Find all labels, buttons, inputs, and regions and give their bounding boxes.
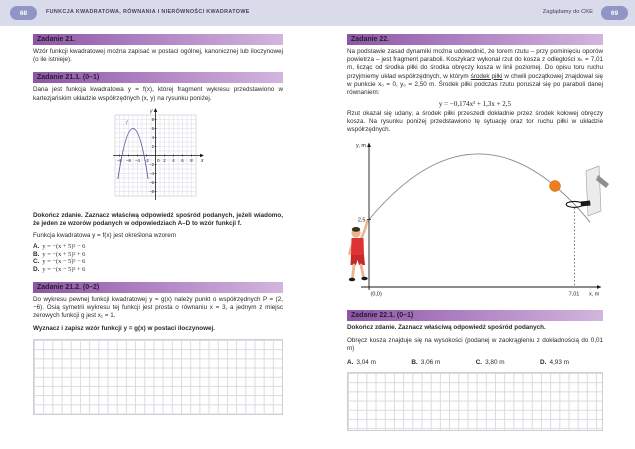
option-value: 3,04 m bbox=[356, 359, 376, 367]
left-page-number-badge bbox=[10, 6, 37, 20]
right-page-number-badge bbox=[601, 6, 628, 20]
section-label: Zaglądamy do CKE bbox=[542, 9, 593, 15]
x-tick-label: 4 bbox=[172, 157, 175, 163]
answer-option-c[interactable] bbox=[476, 359, 505, 366]
answer-option-b[interactable] bbox=[33, 251, 283, 259]
x-tick-label: −2 bbox=[144, 157, 149, 163]
option-formula: y = −(x + 5)² − 6 bbox=[42, 243, 86, 251]
answer-option-c[interactable] bbox=[33, 258, 283, 266]
task-21-1-instruction: Dokończ zdanie. Zaznacz właściwą odpowiedź spośród podanych, jeżeli wiadomo, że jeden ze wzorów podanych w odpowiedziach A–D to wzór funkcji f. bbox=[33, 211, 283, 227]
y-tick-label: 4 bbox=[151, 134, 154, 140]
option-letter: D. bbox=[33, 265, 40, 273]
task-22-intro-part1: Na podstawie zasad dynamiki można udowodnić, że torem rzutu – przy pominięciu oporów powietrza – jest fragment paraboli. Koszykarz wykonał rzut do kosza z odległości xₖ = 7,01 m, licząc od środka piłki do środka obręczy kosza w linii poziomej. Do opisu toru ruchu przyjmiemy układ współrzędnych, w którym bbox=[347, 48, 603, 80]
backboard bbox=[586, 166, 601, 216]
option-letter: C. bbox=[475, 359, 483, 367]
basketball-player bbox=[349, 220, 368, 281]
answer-writing-grid[interactable] bbox=[347, 372, 603, 431]
x-tick-label: 8 bbox=[190, 157, 193, 163]
trajectory-figure-container bbox=[347, 137, 603, 306]
task-21-1-stem: Funkcja kwadratowa y = f(x) jest określona wzorem bbox=[33, 232, 176, 240]
curve-label: f bbox=[126, 120, 128, 127]
x-tick-label: −6 bbox=[126, 157, 131, 163]
page-header bbox=[0, 0, 635, 26]
option-letter: A. bbox=[33, 243, 40, 251]
right-page bbox=[347, 34, 603, 431]
task-22-1-stem: Obręcz kosza znajduje się na wysokości (podanej w zaokrągleniu z dokładnością do 0,01 m) bbox=[347, 336, 603, 352]
function-graph-container bbox=[33, 106, 283, 210]
option-formula: y = −(x − 5)² + 6 bbox=[42, 265, 86, 273]
y-axis-label: y, m bbox=[356, 142, 366, 149]
task-21-2-banner: Zadanie 21.2. (0–2) bbox=[33, 282, 283, 293]
option-letter: A. bbox=[347, 359, 354, 367]
answer-writing-grid[interactable] bbox=[33, 339, 283, 415]
y-tick-label: −8 bbox=[149, 188, 154, 194]
x-tick-label: 2 bbox=[163, 157, 166, 163]
task-22-outro: Rzut okazał się udany, a środek piłki przeszedł dokładnie przez środek kołowej obręczy kosza. Na rysunku poniżej przedstawiono tę sytuację oraz tor ruchu piłki w układzie współrzędnych. bbox=[347, 110, 603, 134]
option-letter: C. bbox=[33, 258, 40, 266]
task-22-banner: Zadanie 22. bbox=[347, 34, 603, 45]
option-letter: B. bbox=[33, 250, 40, 258]
answer-option-a[interactable] bbox=[33, 243, 283, 251]
y-tick-label: −2 bbox=[149, 161, 154, 167]
chapter-title: FUNKCJA KWADRATOWA, RÓWNANIA I NIERÓWNOŚCI KWADRATOWE bbox=[46, 9, 250, 15]
x-tick-label: 6 bbox=[181, 157, 184, 163]
x-tick-label: 0 bbox=[157, 157, 160, 163]
task-22-1-options bbox=[347, 359, 569, 366]
option-letter: D. bbox=[540, 359, 547, 367]
x-tick-label: −4 bbox=[135, 157, 140, 163]
y-tick-label: −4 bbox=[149, 170, 154, 176]
answer-option-d[interactable] bbox=[33, 266, 283, 274]
trajectory-equation: y = −0,174x² + 1,3x + 2,5 bbox=[438, 100, 512, 109]
y-tick-label: −6 bbox=[149, 179, 154, 185]
start-height-label: 2,5 bbox=[357, 217, 366, 224]
function-graph bbox=[108, 106, 208, 210]
basketball bbox=[550, 180, 561, 191]
x-tick-label: −8 bbox=[117, 157, 122, 163]
task-21-1-options bbox=[33, 243, 283, 273]
answer-option-a[interactable] bbox=[347, 359, 376, 366]
option-value: 3,06 m bbox=[420, 359, 441, 367]
task-22-intro-underlined: środek piłki bbox=[470, 72, 503, 80]
task-22-intro bbox=[347, 48, 603, 97]
x-axis-arrow bbox=[200, 153, 204, 157]
task-21-2-intro: Do wykresu pewnej funkcji kwadratowej y = g(x) należy punkt o współrzędnych P = (2, −6). Osią symetrii wykresu tej funkcji jest prosta o równaniu x = 3, a jednym z miejsc zerowych funkcji g jest x₁ = 1. bbox=[33, 295, 283, 319]
option-value: 4,93 m bbox=[549, 359, 569, 367]
task-22-intro-part2: w chwili początkowej znajdował się w punkcie x₀ = 0, y₀ = 2,50 m. Środek piłki podczas rzutu poruszał się po paraboli danej równaniem: bbox=[347, 72, 603, 96]
x-axis-label: x, m bbox=[589, 291, 600, 298]
left-page-number: 68 bbox=[19, 9, 28, 17]
y-tick-label: 2 bbox=[151, 143, 154, 149]
option-formula: y = −(x − 5)² − 6 bbox=[42, 258, 86, 266]
task-21-2-instruction: Wyznacz i zapisz wzór funkcji y = g(x) w postaci iloczynowej. bbox=[33, 325, 216, 333]
y-axis-arrow bbox=[367, 142, 371, 147]
y-axis-arrow bbox=[154, 108, 158, 112]
task-22-1-instruction: Dokończ zdanie. Zaznacz właściwą odpowiedź spośród podanych. bbox=[347, 323, 546, 331]
x-axis-arrow bbox=[597, 285, 602, 289]
trajectory-figure bbox=[347, 137, 607, 301]
left-page bbox=[33, 34, 283, 415]
y-tick-label: 6 bbox=[151, 125, 154, 131]
task-21-1-banner: Zadanie 21.1. (0–1) bbox=[33, 72, 283, 83]
option-letter: B. bbox=[411, 359, 418, 367]
origin-label: (0,0) bbox=[370, 291, 382, 298]
answer-option-d[interactable] bbox=[540, 359, 569, 366]
task-21-banner: Zadanie 21. bbox=[33, 34, 283, 45]
option-value: 3,80 m bbox=[485, 359, 505, 367]
y-axis-label: y bbox=[150, 108, 153, 115]
task-21-1-intro: Dana jest funkcja kwadratowa y = f(x), której fragment wykresu przedstawiono w kartezjańskim układzie współrzędnych (x, y) na rysunku poniżej. bbox=[33, 86, 283, 102]
basket-distance-label: 7,01 bbox=[568, 291, 580, 298]
task-22-1-banner: Zadanie 22.1. (0–1) bbox=[347, 310, 603, 321]
x-axis-label: x bbox=[201, 157, 204, 164]
option-formula: y = −(x + 5)² + 6 bbox=[42, 250, 86, 258]
right-page-number: 69 bbox=[610, 9, 619, 17]
answer-option-b[interactable] bbox=[411, 359, 440, 366]
y-tick-label: 8 bbox=[151, 116, 154, 122]
task-21-intro: Wzór funkcji kwadratowej można zapisać w postaci ogólnej, kanonicznej lub iloczynowej (o ile istnieje). bbox=[33, 48, 283, 64]
